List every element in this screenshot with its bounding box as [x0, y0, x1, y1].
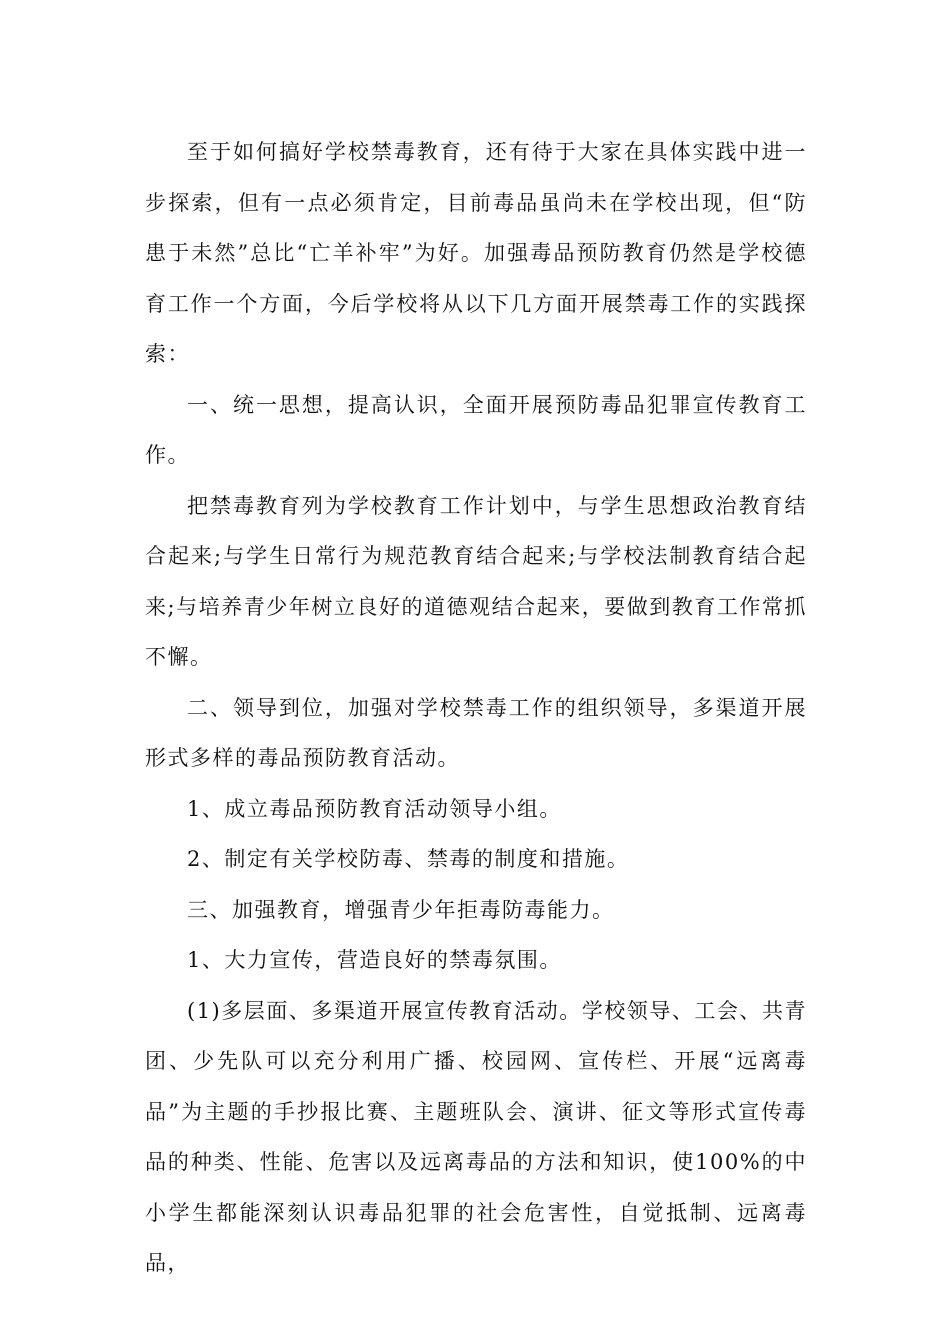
paragraph-section-2-heading: 二、领导到位，加强对学校禁毒工作的组织领导，多渠道开展形式多样的毒品预防教育活动。	[145, 695, 807, 770]
paragraph-item-3-1-1: (1)多层面、多渠道开展宣传教育活动。学校领导、工会、共青团、少先队可以充分利用广播、校园网、宣传栏、开展“远离毒品”为主题的手抄报比赛、主题班队会、演讲、征文等形式宣传毒品的种类、性能、危害以及远离毒品的方法和知识，使100%的中小学生都能深刻认识毒品犯罪的社会危害性，自觉抵制、远离毒品，	[145, 998, 807, 1275]
paragraph-intro: 至于如何搞好学校禁毒教育，还有待于大家在具体实践中进一步探索，但有一点必须肯定，目前毒品虽尚未在学校出现，但“防患于未然”总比“亡羊补牢”为好。加强毒品预防教育仍然是学校德育工作一个方面，今后学校将从以下几方面开展禁毒工作的实践探索：	[145, 140, 807, 366]
document-page	[145, 127, 807, 1289]
paragraph-section-3-heading: 三、加强教育，增强青少年拒毒防毒能力。	[187, 897, 615, 922]
paragraph-section-1-heading: 一、统一思想，提高认识，全面开展预防毒品犯罪宣传教育工作。	[145, 392, 807, 467]
paragraph-section-1-body: 把禁毒教育列为学校教育工作计划中，与学生思想政治教育结合起来;与学生日常行为规范教育结合起来;与学校法制教育结合起来;与培养青少年树立良好的道德观结合起来，要做到教育工作常抓不懈。	[145, 493, 807, 669]
paragraph-item-2-1: 1、成立毒品预防教育活动领导小组。	[187, 796, 562, 821]
paragraph-item-2-2: 2、制定有关学校防毒、禁毒的制度和措施。	[187, 847, 630, 871]
paragraph-item-3-1: 1、大力宣传，营造良好的禁毒氛围。	[187, 948, 562, 972]
